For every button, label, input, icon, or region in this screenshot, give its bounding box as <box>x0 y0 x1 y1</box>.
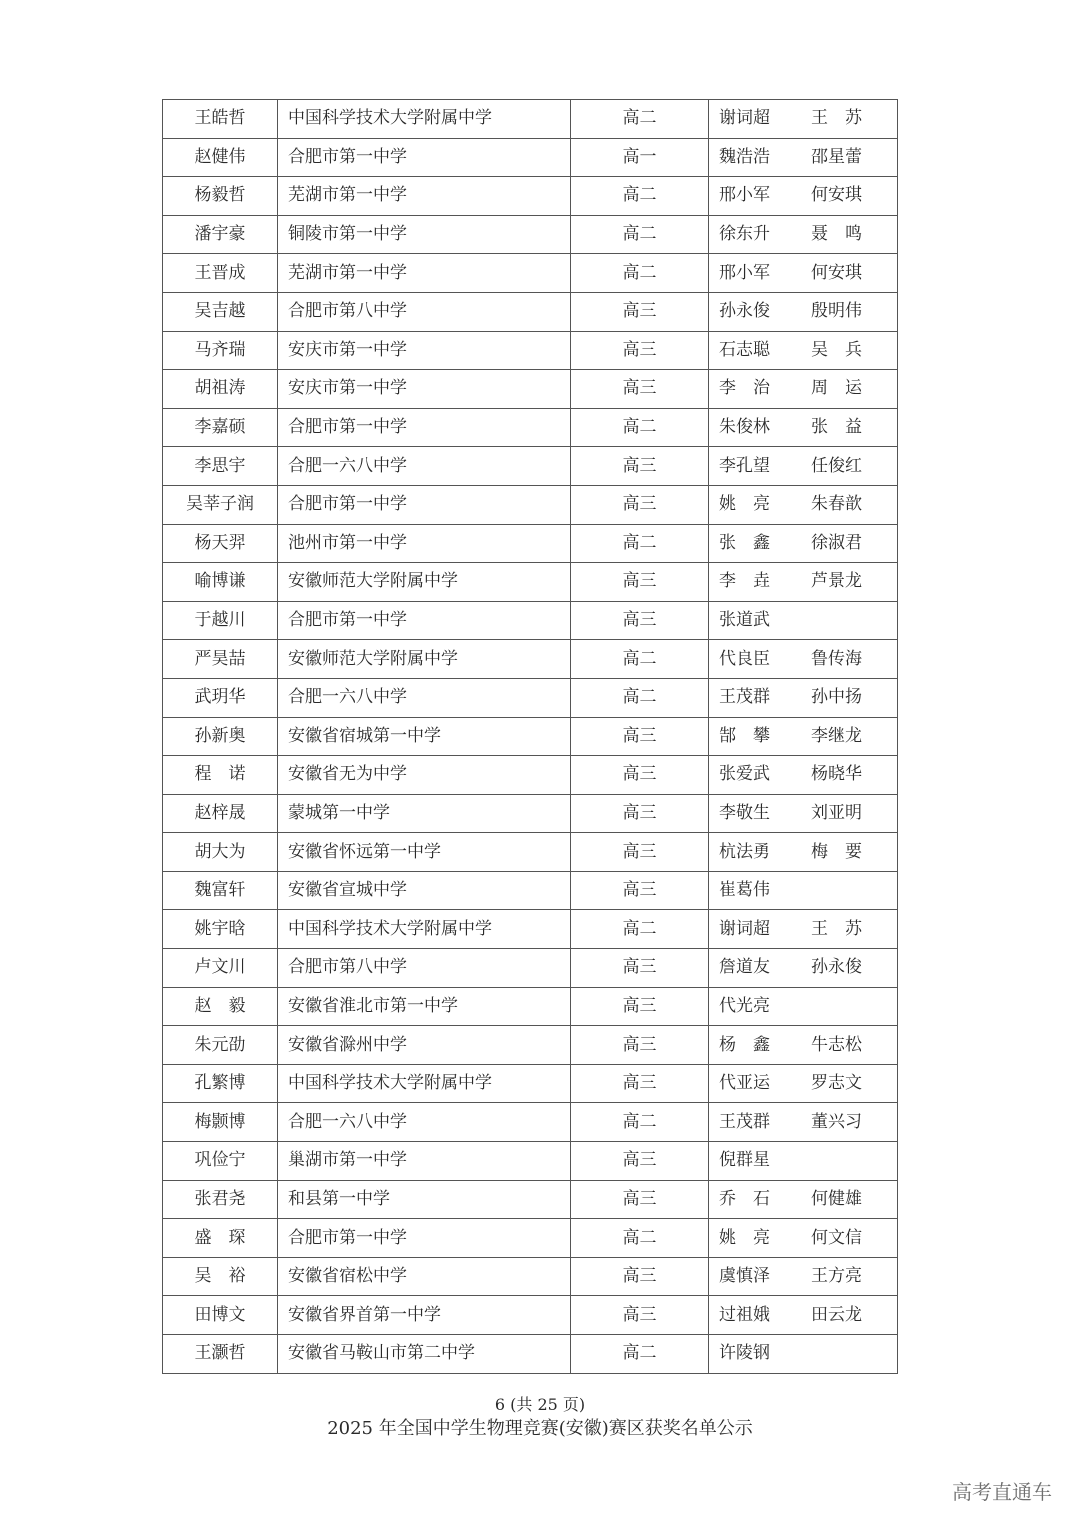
coach-primary: 石志聪 <box>719 339 770 360</box>
grade: 高三 <box>571 987 709 1026</box>
table-row <box>163 640 898 679</box>
coach-secondary: 杨晓华 <box>811 764 862 785</box>
coaches-cell <box>709 177 898 216</box>
coach-primary: 徐东升 <box>719 224 770 245</box>
table-row <box>163 254 898 293</box>
coaches-cell <box>709 756 898 795</box>
grade: 高二 <box>571 1335 709 1374</box>
school-name: 安徽省马鞍山市第二中学 <box>278 1335 571 1374</box>
coach-secondary: 徐淑君 <box>811 532 862 553</box>
coaches-cell <box>709 678 898 717</box>
document-title: 2025 年全国中学生物理竞赛(安徽)赛区获奖名单公示 <box>327 1418 753 1439</box>
table-row <box>163 524 898 563</box>
table-row <box>163 215 898 254</box>
student-name: 卢文川 <box>163 949 278 988</box>
coach-primary: 邢小军 <box>719 185 770 206</box>
table-row <box>163 910 898 949</box>
school-name: 合肥市第一中学 <box>278 485 571 524</box>
student-name: 张君尧 <box>163 1180 278 1219</box>
coach-primary: 孙永俊 <box>719 301 770 322</box>
coaches-cell <box>709 1142 898 1181</box>
coach-secondary: 张 益 <box>811 417 862 438</box>
watermark: 高考直通车 <box>952 1480 1052 1504</box>
coach-primary: 崔葛伟 <box>719 880 770 901</box>
coach-secondary: 刘亚明 <box>811 802 862 823</box>
table-row <box>163 949 898 988</box>
grade: 高三 <box>571 717 709 756</box>
student-name: 吴吉越 <box>163 292 278 331</box>
coach-primary: 邢小军 <box>719 262 770 283</box>
student-name: 梅颢博 <box>163 1103 278 1142</box>
student-name: 马齐瑞 <box>163 331 278 370</box>
coach-primary: 李孔望 <box>719 455 770 476</box>
grade: 高三 <box>571 370 709 409</box>
table-row <box>163 1142 898 1181</box>
school-name: 安徽省淮北市第一中学 <box>278 987 571 1026</box>
coaches-cell <box>709 871 898 910</box>
student-name: 赵 毅 <box>163 987 278 1026</box>
coach-secondary: 王 苏 <box>811 918 862 939</box>
table-row <box>163 1335 898 1374</box>
coaches-cell <box>709 563 898 602</box>
student-name: 杨天羿 <box>163 524 278 563</box>
coach-primary: 代亚运 <box>719 1073 770 1094</box>
coach-secondary: 何安琪 <box>811 262 862 283</box>
school-name: 安徽省界首第一中学 <box>278 1296 571 1335</box>
table-row <box>163 1180 898 1219</box>
coach-primary: 谢词超 <box>719 918 770 939</box>
grade: 高二 <box>571 408 709 447</box>
coach-secondary: 吴 兵 <box>811 339 862 360</box>
coach-secondary: 鲁传海 <box>811 648 862 669</box>
student-name: 田博文 <box>163 1296 278 1335</box>
student-name: 朱元劭 <box>163 1026 278 1065</box>
student-name: 吴莘子润 <box>163 485 278 524</box>
coaches-cell <box>709 987 898 1026</box>
coaches-cell <box>709 1180 898 1219</box>
table-row <box>163 292 898 331</box>
student-name: 魏富轩 <box>163 871 278 910</box>
school-name: 安庆市第一中学 <box>278 370 571 409</box>
student-name: 王灏哲 <box>163 1335 278 1374</box>
coach-secondary: 罗志文 <box>811 1073 862 1094</box>
grade: 高一 <box>571 138 709 177</box>
coaches-cell <box>709 100 898 139</box>
coach-primary: 过祖娥 <box>719 1304 770 1325</box>
school-name: 安庆市第一中学 <box>278 331 571 370</box>
coaches-cell <box>709 485 898 524</box>
school-name: 蒙城第一中学 <box>278 794 571 833</box>
school-name: 合肥市第一中学 <box>278 601 571 640</box>
table-row <box>163 1103 898 1142</box>
school-name: 和县第一中学 <box>278 1180 571 1219</box>
page-indicator: 6 (共 25 页) <box>494 1395 586 1414</box>
coach-secondary: 梅 要 <box>811 841 862 862</box>
school-name: 中国科学技术大学附属中学 <box>278 100 571 139</box>
school-name: 安徽省怀远第一中学 <box>278 833 571 872</box>
table-row <box>163 756 898 795</box>
coaches-cell <box>709 138 898 177</box>
table-row <box>163 871 898 910</box>
grade: 高二 <box>571 678 709 717</box>
school-name: 安徽省宿松中学 <box>278 1257 571 1296</box>
coach-primary: 张道武 <box>719 610 770 631</box>
school-name: 合肥市第八中学 <box>278 949 571 988</box>
school-name: 安徽省宣城中学 <box>278 871 571 910</box>
coaches-cell <box>709 215 898 254</box>
table-row <box>163 408 898 447</box>
school-name: 安徽省无为中学 <box>278 756 571 795</box>
school-name: 合肥一六八中学 <box>278 678 571 717</box>
grade: 高三 <box>571 1142 709 1181</box>
coach-primary: 张爱武 <box>719 764 770 785</box>
coaches-cell <box>709 1257 898 1296</box>
table-row <box>163 447 898 486</box>
grade: 高二 <box>571 1219 709 1258</box>
grade: 高二 <box>571 215 709 254</box>
student-name: 孙新奥 <box>163 717 278 756</box>
student-name: 吴 裕 <box>163 1257 278 1296</box>
school-name: 合肥市第一中学 <box>278 1219 571 1258</box>
coaches-cell <box>709 331 898 370</box>
table-row <box>163 1064 898 1103</box>
coach-secondary: 何健雄 <box>811 1188 862 1209</box>
grade: 高三 <box>571 756 709 795</box>
school-name: 铜陵市第一中学 <box>278 215 571 254</box>
coach-primary: 郜 攀 <box>719 725 770 746</box>
table-row <box>163 678 898 717</box>
student-name: 王皓哲 <box>163 100 278 139</box>
student-name: 杨毅哲 <box>163 177 278 216</box>
coaches-cell <box>709 1026 898 1065</box>
student-name: 李嘉硕 <box>163 408 278 447</box>
grade: 高三 <box>571 1296 709 1335</box>
school-name: 池州市第一中学 <box>278 524 571 563</box>
school-name: 安徽师范大学附属中学 <box>278 563 571 602</box>
coaches-cell <box>709 524 898 563</box>
school-name: 合肥一六八中学 <box>278 1103 571 1142</box>
table-row <box>163 331 898 370</box>
grade: 高二 <box>571 100 709 139</box>
grade: 高三 <box>571 447 709 486</box>
coach-secondary: 邵星蕾 <box>811 146 862 167</box>
table-row <box>163 370 898 409</box>
table-row <box>163 485 898 524</box>
coach-secondary: 朱春歆 <box>811 494 862 515</box>
grade: 高三 <box>571 1064 709 1103</box>
coach-primary: 姚 亮 <box>719 494 770 515</box>
coaches-cell <box>709 949 898 988</box>
student-name: 严昊喆 <box>163 640 278 679</box>
school-name: 安徽省滁州中学 <box>278 1026 571 1065</box>
school-name: 合肥市第一中学 <box>278 138 571 177</box>
table-row <box>163 1257 898 1296</box>
table-row <box>163 1219 898 1258</box>
student-name: 潘宇豪 <box>163 215 278 254</box>
coaches-cell <box>709 447 898 486</box>
grade: 高三 <box>571 292 709 331</box>
table-row <box>163 138 898 177</box>
coach-primary: 许陵钢 <box>719 1343 770 1364</box>
coaches-cell <box>709 292 898 331</box>
coach-primary: 魏浩浩 <box>719 146 770 167</box>
student-name: 赵健伟 <box>163 138 278 177</box>
coach-secondary: 聂 鸣 <box>811 224 862 245</box>
grade: 高三 <box>571 949 709 988</box>
student-name: 巩俭宁 <box>163 1142 278 1181</box>
grade: 高三 <box>571 1026 709 1065</box>
grade: 高三 <box>571 871 709 910</box>
table-row <box>163 563 898 602</box>
coaches-cell <box>709 1103 898 1142</box>
grade: 高三 <box>571 833 709 872</box>
coach-primary: 李敬生 <box>719 802 770 823</box>
coach-primary: 王茂群 <box>719 687 770 708</box>
coaches-cell <box>709 910 898 949</box>
school-name: 芜湖市第一中学 <box>278 177 571 216</box>
school-name: 合肥一六八中学 <box>278 447 571 486</box>
award-list-table <box>162 99 898 1374</box>
student-name: 胡祖涛 <box>163 370 278 409</box>
table-body <box>163 100 898 1374</box>
coaches-cell <box>709 833 898 872</box>
student-name: 姚宇晗 <box>163 910 278 949</box>
coach-primary: 李 垚 <box>719 571 770 592</box>
school-name: 芜湖市第一中学 <box>278 254 571 293</box>
student-name: 喻博谦 <box>163 563 278 602</box>
coach-secondary: 董兴习 <box>811 1111 862 1132</box>
grade: 高三 <box>571 331 709 370</box>
coach-primary: 乔 石 <box>719 1188 770 1209</box>
coaches-cell <box>709 717 898 756</box>
coach-primary: 杨 鑫 <box>719 1034 770 1055</box>
coaches-cell <box>709 601 898 640</box>
coach-primary: 倪群星 <box>719 1150 770 1171</box>
school-name: 中国科学技术大学附属中学 <box>278 1064 571 1103</box>
coaches-cell <box>709 1219 898 1258</box>
coach-secondary: 牛志松 <box>811 1034 862 1055</box>
coach-primary: 朱俊林 <box>719 417 770 438</box>
grade: 高三 <box>571 1180 709 1219</box>
coach-primary: 姚 亮 <box>719 1227 770 1248</box>
student-name: 王晋成 <box>163 254 278 293</box>
grade: 高三 <box>571 794 709 833</box>
coach-secondary: 王方亮 <box>811 1266 862 1287</box>
grade: 高二 <box>571 910 709 949</box>
coach-secondary: 孙中扬 <box>811 687 862 708</box>
student-name: 赵梓晟 <box>163 794 278 833</box>
coach-secondary: 何文信 <box>811 1227 862 1248</box>
coach-secondary: 王 苏 <box>811 108 862 129</box>
coaches-cell <box>709 370 898 409</box>
grade: 高三 <box>571 563 709 602</box>
table-row <box>163 833 898 872</box>
student-name: 武玥华 <box>163 678 278 717</box>
school-name: 合肥市第一中学 <box>278 408 571 447</box>
coach-primary: 王茂群 <box>719 1111 770 1132</box>
table-row <box>163 717 898 756</box>
coach-secondary: 周 运 <box>811 378 862 399</box>
student-name: 盛 琛 <box>163 1219 278 1258</box>
school-name: 安徽省宿城第一中学 <box>278 717 571 756</box>
coach-primary: 谢词超 <box>719 108 770 129</box>
student-name: 孔繁博 <box>163 1064 278 1103</box>
student-name: 程 诺 <box>163 756 278 795</box>
student-name: 李思宇 <box>163 447 278 486</box>
coaches-cell <box>709 1064 898 1103</box>
school-name: 巢湖市第一中学 <box>278 1142 571 1181</box>
student-name: 于越川 <box>163 601 278 640</box>
coaches-cell <box>709 1335 898 1374</box>
coach-secondary: 田云龙 <box>811 1304 862 1325</box>
coach-primary: 虞慎泽 <box>719 1266 770 1287</box>
grade: 高二 <box>571 177 709 216</box>
coach-secondary: 何安琪 <box>811 185 862 206</box>
table-row <box>163 794 898 833</box>
grade: 高二 <box>571 254 709 293</box>
coaches-cell <box>709 794 898 833</box>
coach-primary: 代光亮 <box>719 995 770 1016</box>
table-row <box>163 601 898 640</box>
table-row <box>163 987 898 1026</box>
school-name: 合肥市第八中学 <box>278 292 571 331</box>
table-row <box>163 100 898 139</box>
coach-primary: 张 鑫 <box>719 532 770 553</box>
table-row <box>163 1296 898 1335</box>
coaches-cell <box>709 408 898 447</box>
coach-secondary: 李继龙 <box>811 725 862 746</box>
grade: 高二 <box>571 640 709 679</box>
school-name: 安徽师范大学附属中学 <box>278 640 571 679</box>
student-name: 胡大为 <box>163 833 278 872</box>
coaches-cell <box>709 1296 898 1335</box>
table-row <box>163 177 898 216</box>
coaches-cell <box>709 254 898 293</box>
grade: 高三 <box>571 1257 709 1296</box>
grade: 高三 <box>571 601 709 640</box>
grade: 高三 <box>571 485 709 524</box>
grade: 高二 <box>571 1103 709 1142</box>
coach-secondary: 殷明伟 <box>811 301 862 322</box>
coach-primary: 李 治 <box>719 378 770 399</box>
coach-primary: 代良臣 <box>719 648 770 669</box>
table-row <box>163 1026 898 1065</box>
grade: 高二 <box>571 524 709 563</box>
coach-secondary: 芦景龙 <box>811 571 862 592</box>
coach-secondary: 任俊红 <box>811 455 862 476</box>
coach-secondary: 孙永俊 <box>811 957 862 978</box>
coach-primary: 詹道友 <box>719 957 770 978</box>
coaches-cell <box>709 640 898 679</box>
coach-primary: 杭法勇 <box>719 841 770 862</box>
school-name: 中国科学技术大学附属中学 <box>278 910 571 949</box>
